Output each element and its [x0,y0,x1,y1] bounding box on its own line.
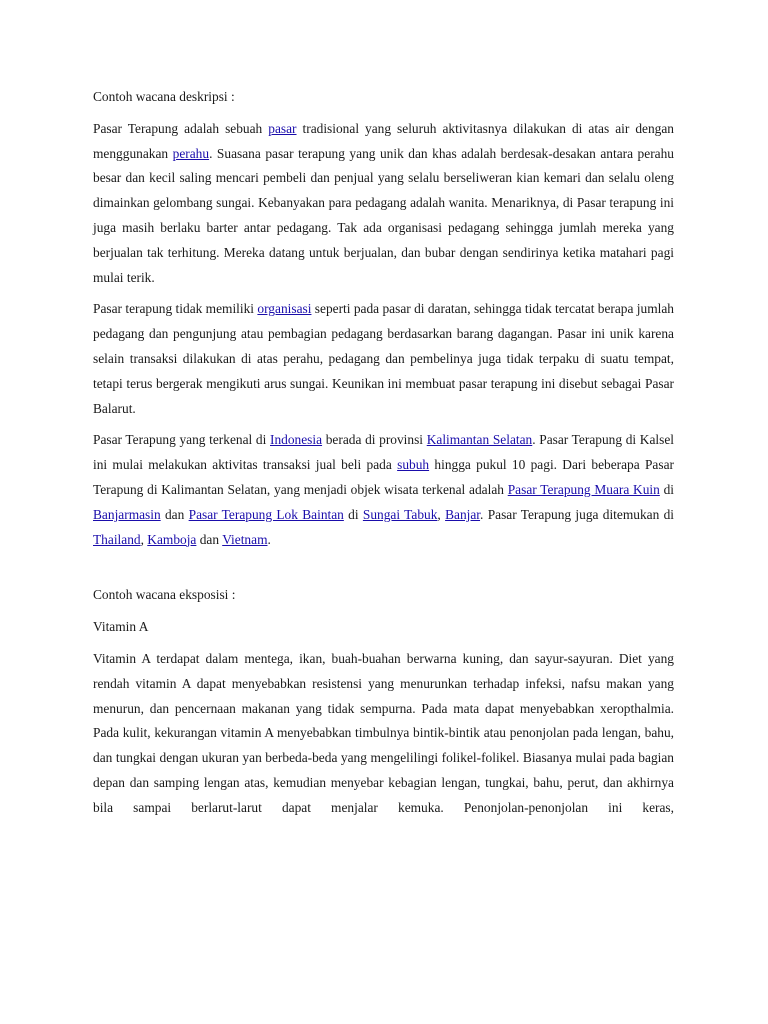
link-subuh[interactable]: subuh [397,457,430,473]
section-heading-deskripsi: Contoh wacana deskripsi : [93,89,235,104]
text-run: di [659,481,675,497]
text-run: Pasar terapung tidak memiliki [93,301,258,317]
text-run: berada di provinsi [322,432,427,448]
paragraph-pasar-terapung-1 [93,117,674,291]
text-run: Pasar Terapung adalah sebuah [93,120,269,136]
text-run: , [437,506,446,522]
link-indonesia[interactable]: Indonesia [270,432,323,448]
text-run: . Pasar Terapung di Kalsel ini mulai melakukan aktivitas transaksi jual beli pada [93,432,674,473]
link-vietnam[interactable]: Vietnam [222,531,268,547]
text-run: . Suasana pasar terapung yang unik dan khas adalah berdesak-desakan antara perahu besar dan kecil saling mencari pembeli dan penjual yang selalu berseliweran kian kemari dan selalu oleng dimainkan gelombang sungai. Kebanyakan para pedagang adalah wanita. Menariknya, di Pasar terapung ini juga masih berlaku barter antar pedagang. Tak ada organisasi pedagang sehingga jumlah mereka yang berjualan tak terhitung. Mereka datang untuk berjualan, dan bubar dengan sendirinya ketika matahari pagi mulai terik. [93,145,674,285]
text-run: hingga pukul 10 pagi. Dari beberapa Pasar Terapung di Kalimantan Selatan, yang menjadi objek wisata terkenal adalah [93,457,674,497]
paragraph-pasar-terapung-2 [93,297,674,421]
text-run: . Pasar Terapung juga ditemukan di [480,506,675,522]
link-kamboja[interactable]: Kamboja [147,531,197,547]
paragraph-pasar-terapung-3 [93,428,674,552]
section-heading-eksposisi: Contoh wacana eksposisi : [93,587,236,603]
text-run: Vitamin A terdapat dalam mentega, ikan, buah-buahan berwarna kuning, dan sayur-sayuran. Diet yang rendah vitamin A dapat menyebabkan resistensi yang menurunkan terhadap infeksi, nafsu makan yang menurun, dan pencernaan makanan yang tidak sempurna. Pada mata dapat menyebabkan xeropthalmia. Pada kulit, kekurangan vitamin A menyebabkan timbulnya bintik-bintik atau penonjolan pada lengan, bahu, dan tungkai dengan ukuran yan berbeda-beda yang mengelilingi folikel-folikel. Biasanya mulai pada bagian depan dan samping lengan atas, kemudian menyebar kebagian lengan, tungkai, bahu, perut, dan akhirnya bila sampai berlarut-larut dapat menjalar kemuka. Penonjolan-penonjolan ini keras, [93,650,674,815]
link-pasar-terapung-lok-baintan[interactable]: Pasar Terapung Lok Baintan [188,506,344,522]
text-run: seperti pada pasar di daratan, sehingga tidak tercatat berapa jumlah pedagang dan pengunjung atau pembagian pedagang berdasarkan barang dagangan. Pasar ini unik karena selain transaksi dilakukan di atas perahu, pedagang dan pembelinya juga tidak terpaku di suatu tempat, tetapi terus bergerak mengikuti arus sungai. Keunikan ini membuat pasar terapung ini disebut sebagai Pasar Balarut. [93,301,674,416]
text-run: . [267,531,271,547]
link-thailand[interactable]: Thailand [93,531,141,547]
text-run: dan [160,506,189,522]
section-spacer [93,559,674,583]
link-banjarmasin[interactable]: Banjarmasin [93,506,161,522]
text-run: tradisional yang seluruh aktivitasnya dilakukan di atas air dengan menggunakan [93,120,674,161]
link-organisasi[interactable]: organisasi [257,301,312,317]
text-run: , [140,531,148,547]
subheading-vitamin-a: Vitamin A [93,619,149,635]
text-run: di [343,506,363,522]
link-banjar[interactable]: Banjar [445,506,481,522]
paragraph-vitamin-a [93,647,674,821]
text-run: dan [196,531,223,547]
link-pasar-terapung-muara-kuin[interactable]: Pasar Terapung Muara Kuin [507,481,660,497]
link-pasar[interactable]: pasar [268,120,297,136]
link-perahu[interactable]: perahu [172,145,210,161]
document-page [93,85,674,828]
link-sungai-tabuk[interactable]: Sungai Tabuk [362,506,438,522]
text-run: Pasar Terapung yang terkenal di [93,432,270,448]
link-kalimantan-selatan[interactable]: Kalimantan Selatan [426,432,533,448]
